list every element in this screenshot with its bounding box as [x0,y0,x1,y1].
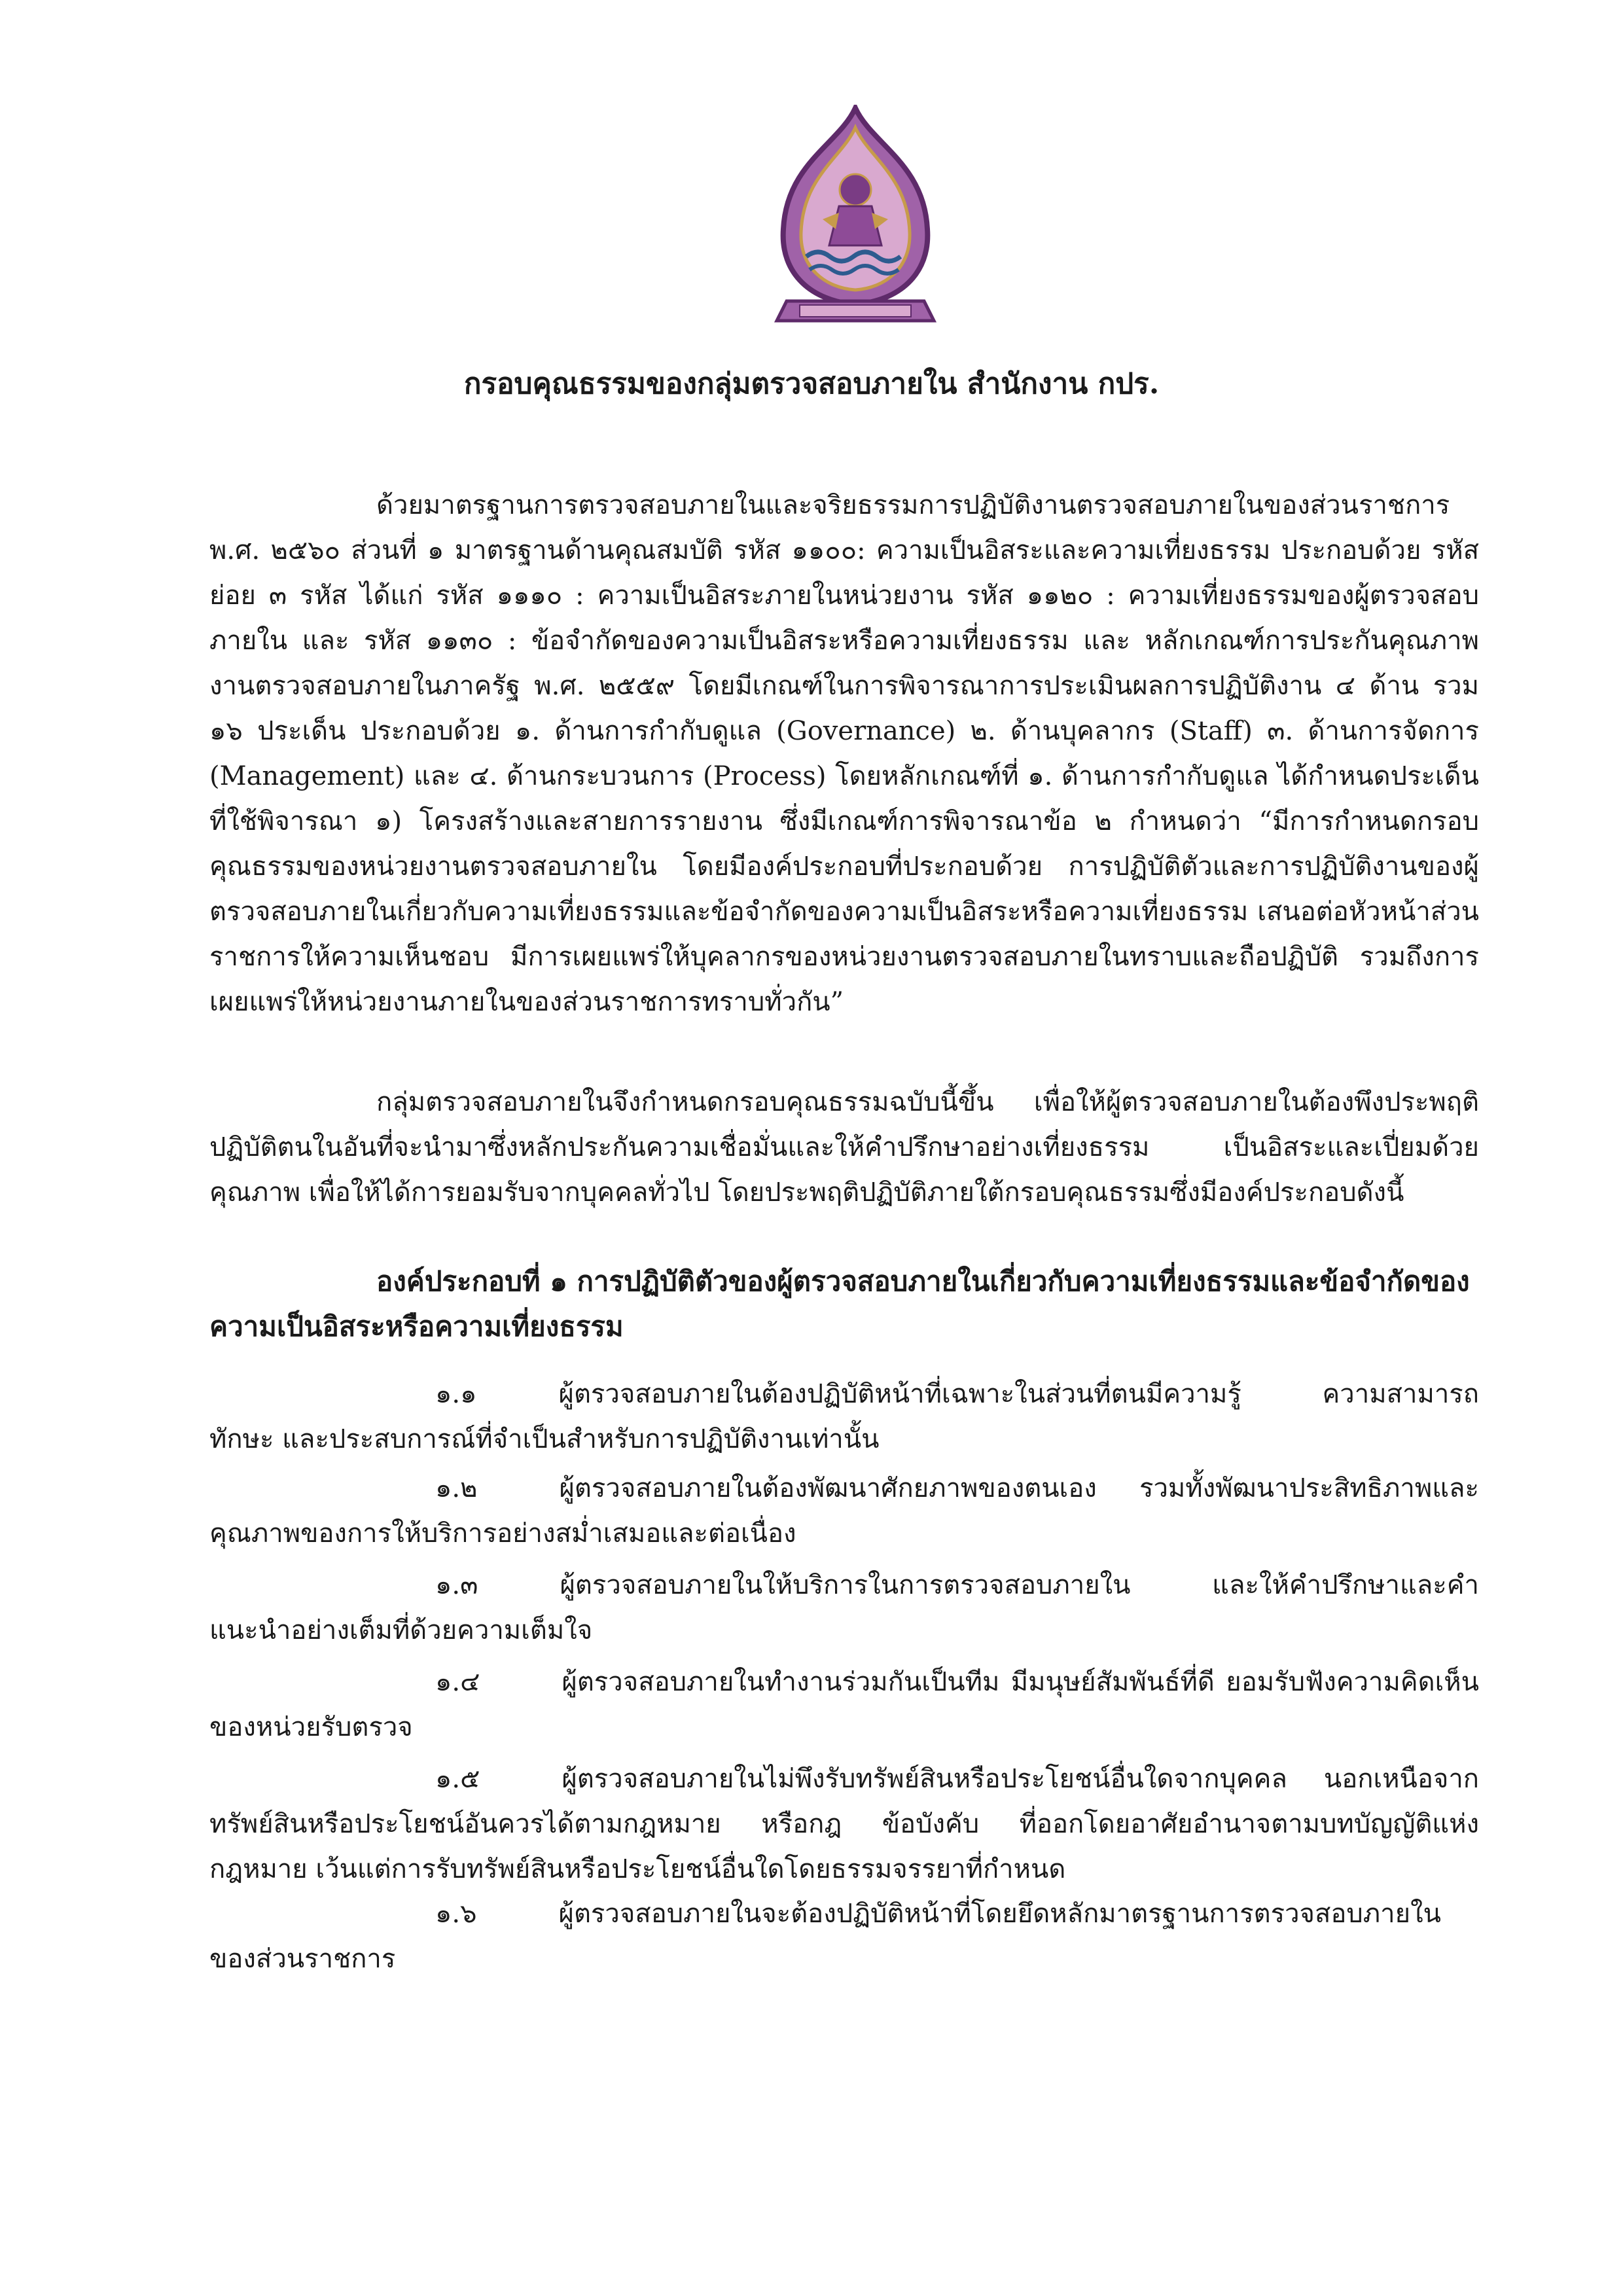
item-text: ผู้ตรวจสอบภายในจะต้องปฏิบัติหน้าที่โดยยึดหลักมาตรฐานการตรวจสอบภายในของส่วนราชการ [209,1899,1441,1974]
list-item [209,1563,1479,1653]
item-text: ผู้ตรวจสอบภายในทำงานร่วมกันเป็นทีม มีมนุษย์สัมพันธ์ที่ดี ยอมรับฟังความคิดเห็นของหน่วยรับตรวจ [209,1667,1479,1742]
page-title: กรอบคุณธรรมของกลุ่มตรวจสอบภายใน สำนักงาน กปร. [463,367,1160,401]
item-text: ผู้ตรวจสอบภายในต้องปฏิบัติหน้าที่เฉพาะในส่วนที่ตนมีความรู้ ความสามารถ ทักษะ และประสบการณ์ที่จำเป็นสำหรับการปฏิบัติงานเท่านั้น [209,1379,1479,1454]
list-item [209,1757,1479,1892]
list-item [209,1372,1479,1462]
list-item [209,1892,1479,1982]
item-number: ๑.๔ [435,1667,480,1697]
item-text: ผู้ตรวจสอบภายในให้บริการในการตรวจสอบภายใน และให้คำปรึกษาและคำแนะนำอย่างเต็มที่ด้วยความเต็มใจ [209,1570,1479,1645]
section-heading: องค์ประกอบที่ ๑ การปฏิบัติตัวของผู้ตรวจสอบภายในเกี่ยวกับความเที่ยงธรรมและข้อจำกัดของความเป็นอิสระหรือความเที่ยงธรรม [209,1265,1470,1342]
purpose-paragraph: กลุ่มตรวจสอบภายในจึงกำหนดกรอบคุณธรรมฉบับนี้ขึ้น เพื่อให้ผู้ตรวจสอบภายในต้องพึงประพฤติปฏิบัติตนในอันที่จะนำมาซึ่งหลักประกันความเชื่อมั่นและให้คำปรึกษาอย่างเที่ยงธรรม เป็นอิสระและเปี่ยมด้วยคุณภาพ เพื่อให้ได้การยอมรับจากบุคคลทั่วไป โดยประพฤติปฏิบัติภายใต้กรอบคุณธรรมซึ่งมีองค์ประกอบดังนี้ [209,1087,1479,1208]
item-number: ๑.๑ [435,1379,477,1409]
item-number: ๑.๓ [435,1570,478,1600]
item-number: ๑.๒ [435,1473,478,1503]
intro-paragraph: ด้วยมาตรฐานการตรวจสอบภายในและจริยธรรมการปฏิบัติงานตรวจสอบภายในของส่วนราชการ พ.ศ. ๒๕๖๐ ส่วนที่ ๑ มาตรฐานด้านคุณสมบัติ รหัส ๑๑๐๐: ความเป็นอิสระและความเที่ยงธรรม ประกอบด้วย รหัสย่อย ๓ รหัส ได้แก่ รหัส ๑๑๑๐ : ความเป็นอิสระภายในหน่วยงาน รหัส ๑๑๒๐ : ความเที่ยงธรรมของผู้ตรวจสอบภายใน และ รหัส ๑๑๓๐ : ข้อจำกัดของความเป็นอิสระหรือความเที่ยงธรรม และ หลักเกณฑ์การประกันคุณภาพงานตรวจสอบภายในภาครัฐ พ.ศ. ๒๕๕๙ โดยมีเกณฑ์ในการพิจารณาการประเมินผลการปฏิบัติงาน ๔ ด้าน รวม ๑๖ ประเด็น ประกอบด้วย ๑. ด้านการกำกับดูแล (Governance) ๒. ด้านบุคลากร (Staff) ๓. ด้านการจัดการ (Management) และ ๔. ด้านกระบวนการ (Process) โดยหลักเกณฑ์ที่ ๑. ด้านการกำกับดูแล ได้กำหนดประเด็นที่ใช้พิจารณา ๑) โครงสร้างและสายการรายงาน ซึ่งมีเกณฑ์การพิจารณาข้อ ๒ กำหนดว่า “มีการกำหนดกรอบคุณธรรมของหน่วยงานตรวจสอบภายใน โดยมีองค์ประกอบที่ประกอบด้วย การปฏิบัติตัวและการปฏิบัติงานของผู้ตรวจสอบภายในเกี่ยวกับความเที่ยงธรรมและข้อจำกัดของความเป็นอิสระหรือความเที่ยงธรรม เสนอต่อหัวหน้าส่วนราชการให้ความเห็นชอบ มีการเผยแพร่ให้บุคลากรของหน่วยงานตรวจสอบภายในทราบและถือปฏิบัติ รวมถึงการเผยแพร่ให้หน่วยงานภายในของส่วนราชการทราบทั่วกัน” [209,490,1480,1017]
item-text: ผู้ตรวจสอบภายในต้องพัฒนาศักยภาพของตนเอง รวมทั้งพัฒนาประสิทธิภาพและคุณภาพของการให้บริการอย่างสม่ำเสมอและต่อเนื่อง [209,1473,1479,1549]
item-number: ๑.๕ [435,1764,480,1794]
list-item [209,1660,1479,1750]
item-number: ๑.๖ [435,1899,477,1929]
list-item [209,1466,1479,1556]
item-text: ผู้ตรวจสอบภายในไม่พึงรับทรัพย์สินหรือประโยชน์อื่นใดจากบุคคล นอกเหนือจากทรัพย์สินหรือประโยชน์อันควรได้ตามกฎหมาย หรือกฎ ข้อบังคับ ที่ออกโดยอาศัยอำนาจตามบทบัญญัติแห่งกฎหมาย เว้นแต่การรับทรัพย์สินหรือประโยชน์อื่นใดโดยธรรมจรรยาที่กำหนด [209,1764,1479,1884]
ministry-seal-icon [760,105,950,334]
